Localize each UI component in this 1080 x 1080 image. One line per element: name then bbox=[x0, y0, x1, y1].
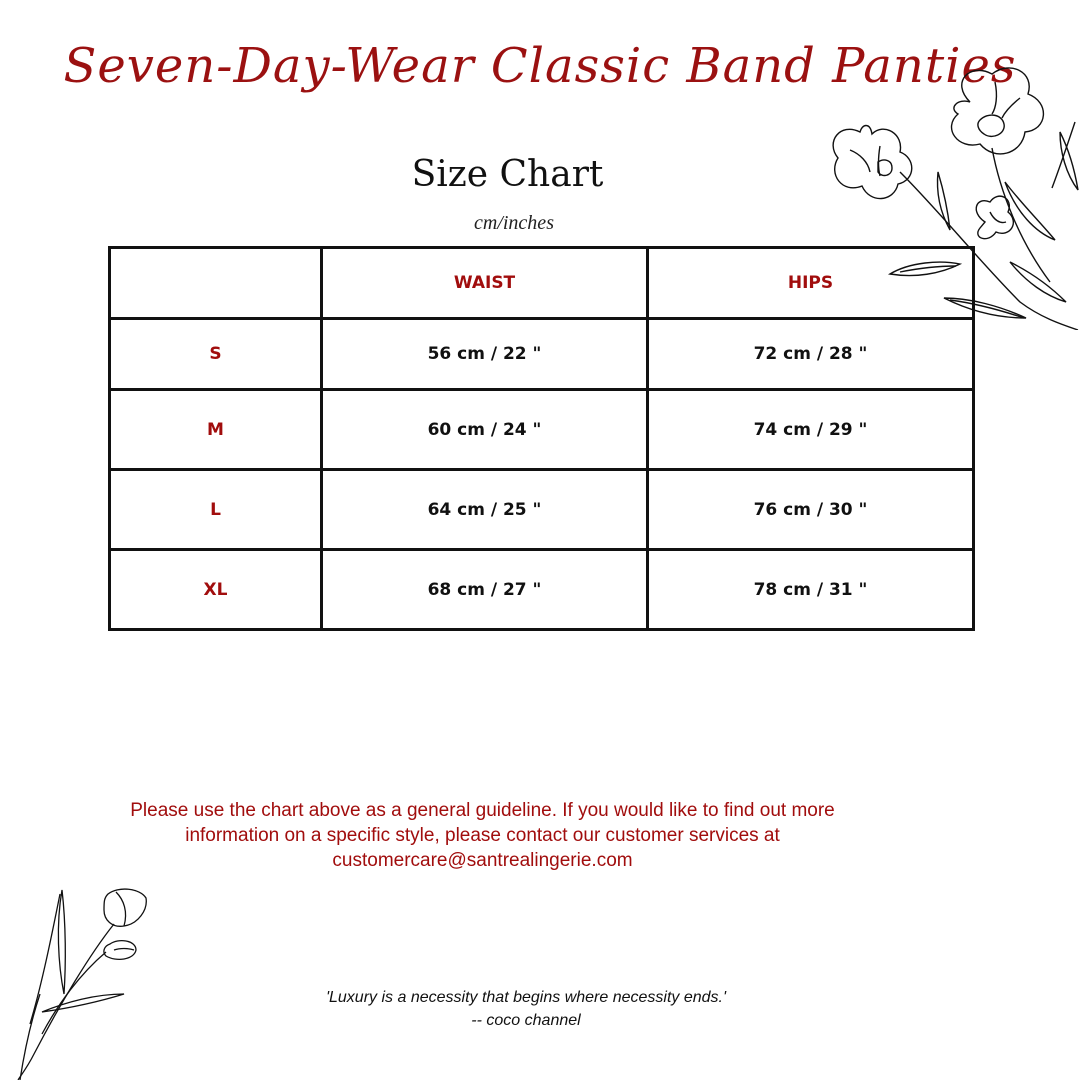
hips-value: 78 cm / 31 " bbox=[648, 550, 974, 630]
guideline-note: Please use the chart above as a general guideline. If you would like to find out more information on a specific style, please contact our customer services at customercare@santrealingerie.com bbox=[130, 800, 835, 871]
table-row bbox=[110, 390, 974, 470]
quote-text: 'Luxury is a necessity that begins where necessity ends.' bbox=[325, 989, 727, 1006]
waist-value: 64 cm / 25 " bbox=[322, 470, 648, 550]
brand-title: Seven-Day-Wear Classic Band Panties bbox=[63, 38, 1017, 94]
hips-value: 76 cm / 30 " bbox=[648, 470, 974, 550]
size-label: S bbox=[110, 319, 322, 390]
table-row bbox=[110, 550, 974, 630]
table-row bbox=[110, 319, 974, 390]
waist-value: 68 cm / 27 " bbox=[322, 550, 648, 630]
table-header-row bbox=[110, 248, 974, 319]
waist-value: 56 cm / 22 " bbox=[322, 319, 648, 390]
table-header-waist: WAIST bbox=[322, 248, 648, 319]
size-label: XL bbox=[110, 550, 322, 630]
size-chart-table bbox=[108, 246, 975, 631]
hips-value: 74 cm / 29 " bbox=[648, 390, 974, 470]
hips-value: 72 cm / 28 " bbox=[648, 319, 974, 390]
table-header-hips: HIPS bbox=[648, 248, 974, 319]
tulip-line-art-icon bbox=[0, 884, 160, 1080]
table-row bbox=[110, 470, 974, 550]
size-label: M bbox=[110, 390, 322, 470]
size-label: L bbox=[110, 470, 322, 550]
table-header-size bbox=[110, 248, 322, 319]
quote-author: -- coco channel bbox=[471, 1012, 581, 1029]
quote bbox=[0, 986, 1052, 1032]
page-title: Size Chart bbox=[411, 154, 604, 195]
units-label: cm/inches bbox=[474, 212, 554, 234]
waist-value: 60 cm / 24 " bbox=[322, 390, 648, 470]
